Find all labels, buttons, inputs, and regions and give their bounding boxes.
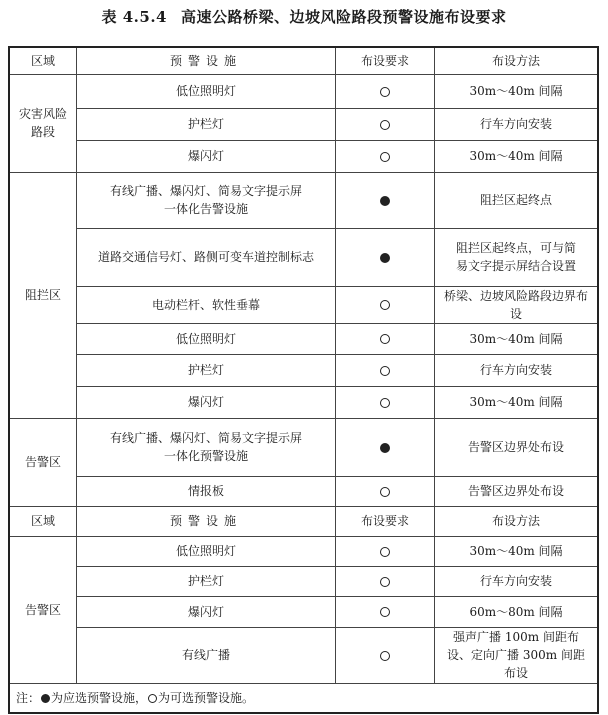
requirement-cell [336, 566, 435, 596]
requirement-cell [336, 627, 435, 683]
table-row [9, 386, 598, 418]
facility-cell: 电动栏杆、软性垂幕 [77, 286, 336, 323]
requirement-cell [336, 476, 435, 506]
optional-circle-icon [380, 547, 390, 557]
method-cell: 30m～40m 间隔 [435, 386, 599, 418]
region-cell: 灾害风险路段 [9, 74, 77, 172]
facility-cell: 有线广播、爆闪灯、简易文字提示屏一体化预警设施 [77, 418, 336, 476]
requirement-cell [336, 536, 435, 566]
optional-circle-icon [380, 300, 390, 310]
header-region: 区域 [9, 47, 77, 74]
requirement-cell [336, 172, 435, 228]
requirement-cell [336, 286, 435, 323]
method-cell: 60m～80m 间隔 [435, 596, 599, 627]
requirement-cell [336, 74, 435, 108]
optional-circle-icon [380, 487, 390, 497]
table-row [9, 476, 598, 506]
header-facility: 预警设施 [77, 47, 336, 74]
table-row [9, 323, 598, 354]
optional-circle-icon [380, 398, 390, 408]
table-row [9, 566, 598, 596]
facility-cell: 爆闪灯 [77, 596, 336, 627]
table-row [9, 627, 598, 683]
region-cell: 告警区 [9, 418, 77, 506]
table-caption: 高速公路桥梁、边坡风险路段预警设施布设要求 [180, 8, 507, 26]
required-dot-icon [380, 253, 390, 263]
table-header-repeat [9, 506, 598, 536]
requirement-cell [336, 418, 435, 476]
method-cell: 30m～40m 间隔 [435, 536, 599, 566]
requirement-cell [336, 354, 435, 386]
note-required-text: 为应选预警设施， [51, 690, 148, 705]
method-cell: 告警区边界处布设 [435, 418, 599, 476]
method-cell: 告警区边界处布设 [435, 476, 599, 506]
header-region: 区域 [9, 506, 77, 536]
method-cell: 阻拦区起终点，可与简易文字提示屏结合设置 [435, 228, 599, 286]
facility-cell: 情报板 [77, 476, 336, 506]
optional-circle-icon [380, 577, 390, 587]
region-cell: 告警区 [9, 536, 77, 683]
required-dot-icon [380, 443, 390, 453]
facility-cell: 道路交通信号灯、路侧可变车道控制标志 [77, 228, 336, 286]
facility-cell: 低位照明灯 [77, 323, 336, 354]
facility-cell: 有线广播、爆闪灯、简易文字提示屏一体化告警设施 [77, 172, 336, 228]
optional-circle-icon [380, 651, 390, 661]
required-dot-icon [380, 196, 390, 206]
facility-cell: 有线广播 [77, 627, 336, 683]
method-cell: 行车方向安装 [435, 566, 599, 596]
table-row [9, 74, 598, 108]
facility-cell: 护栏灯 [77, 354, 336, 386]
table-row [9, 108, 598, 140]
facility-cell: 护栏灯 [77, 566, 336, 596]
optional-circle-icon [380, 366, 390, 376]
optional-circle-icon [148, 694, 157, 703]
table-row [9, 228, 598, 286]
table-note [9, 683, 598, 713]
method-cell: 30m～40m 间隔 [435, 74, 599, 108]
table-row [9, 354, 598, 386]
header-facility: 预警设施 [77, 506, 336, 536]
table-row [9, 172, 598, 228]
region-cell: 阻拦区 [9, 172, 77, 418]
method-cell: 强声广播 100m 间距布设、定向广播 300m 间距布设 [435, 627, 599, 683]
facility-cell: 爆闪灯 [77, 140, 336, 172]
requirement-cell [336, 228, 435, 286]
header-method: 布设方法 [435, 506, 599, 536]
note-optional-text: 为可选预警设施。 [158, 690, 255, 705]
facility-table [8, 46, 599, 714]
table-row [9, 286, 598, 323]
requirement-cell [336, 323, 435, 354]
table-title [0, 6, 608, 27]
table-note-row [9, 683, 598, 713]
requirement-cell [336, 596, 435, 627]
table-row [9, 596, 598, 627]
method-cell: 桥梁、边坡风险路段边界布设 [435, 286, 599, 323]
facility-cell: 爆闪灯 [77, 386, 336, 418]
optional-circle-icon [380, 334, 390, 344]
method-cell: 行车方向安装 [435, 354, 599, 386]
method-cell: 30m～40m 间隔 [435, 140, 599, 172]
facility-cell: 低位照明灯 [77, 74, 336, 108]
table-row [9, 418, 598, 476]
table-row [9, 140, 598, 172]
header-requirement: 布设要求 [336, 47, 435, 74]
header-method: 布设方法 [435, 47, 599, 74]
method-cell: 行车方向安装 [435, 108, 599, 140]
method-cell: 30m～40m 间隔 [435, 323, 599, 354]
optional-circle-icon [380, 87, 390, 97]
table-number: 表 4.5.4 [101, 8, 167, 26]
optional-circle-icon [380, 152, 390, 162]
optional-circle-icon [380, 607, 390, 617]
requirement-cell [336, 140, 435, 172]
table-header [9, 47, 598, 74]
note-prefix: 注： [16, 690, 41, 705]
optional-circle-icon [380, 120, 390, 130]
facility-cell: 护栏灯 [77, 108, 336, 140]
facility-cell: 低位照明灯 [77, 536, 336, 566]
table-row [9, 536, 598, 566]
requirement-cell [336, 386, 435, 418]
requirement-cell [336, 108, 435, 140]
method-cell: 阻拦区起终点 [435, 172, 599, 228]
required-dot-icon [41, 694, 50, 703]
header-requirement: 布设要求 [336, 506, 435, 536]
